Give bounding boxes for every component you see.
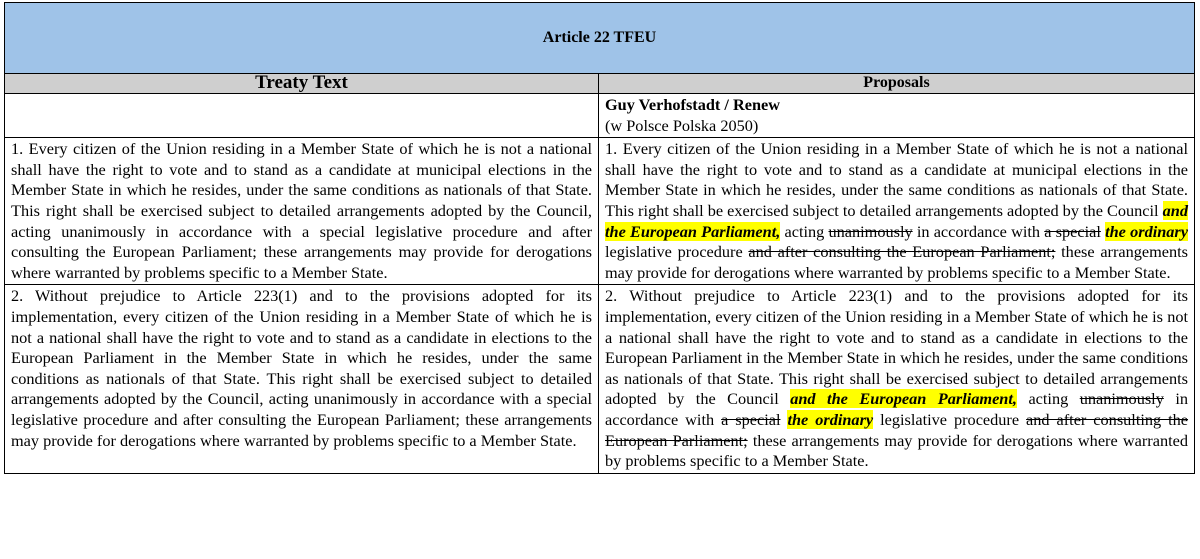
proposer-name: Guy Verhofstadt / Renew: [605, 95, 781, 114]
text: acting: [780, 221, 829, 241]
text: 1. Every citizen of the Union residing in a Member State of which he is not a national shall have the right to vote and to stand as a candidate at municipal elections in the Member State in which he resides, under the same conditions as nationals of that State. This right shall be exercised subject to detailed arrangements adopted by the Council: [605, 139, 1188, 220]
document-page: [4, 2, 1194, 474]
deleted-text: unanimously: [1079, 389, 1164, 409]
table-title: Article 22 TFEU: [5, 3, 1195, 74]
empty-cell: [5, 94, 599, 138]
deleted-text: unanimously: [828, 221, 913, 241]
text: in accordance with: [912, 221, 1045, 241]
text: acting: [1016, 389, 1080, 409]
deleted-text: and after consulting the European Parliament;: [748, 242, 1056, 262]
proposer-cell: [599, 94, 1195, 138]
deleted-text: and after consulting the European Parliament;: [605, 409, 1189, 450]
inserted-text: and the European Parliament,: [605, 200, 1188, 241]
proposer-note: (w Polsce Polska 2050): [605, 115, 759, 135]
proposal-paragraph-2: [599, 285, 1195, 473]
column-header-proposals: Proposals: [599, 74, 1195, 94]
text: legislative procedure: [873, 409, 1027, 429]
treaty-paragraph-2: 2. Without prejudice to Article 223(1) and to the provisions adopted for its implementation, every citizen of the Union residing in a Member State of which he is not a national shall have the right to vote and to stand as a candidate in elections to the European Parliament in the Member State in which he resides, under the same conditions as nationals of that State. This right shall be exercised subject to detailed arrangements adopted by the Council, acting unanimously in accordance with a special legislative procedure and after consulting the European Parliament; these arrangements may provide for derogations where warranted by problems specific to a Member State.: [5, 285, 599, 473]
deleted-text: a special: [1044, 221, 1101, 241]
deleted-text: a special: [721, 409, 781, 429]
inserted-text: and the European Parliament,: [790, 389, 1017, 409]
comparison-table: [4, 2, 1195, 474]
table-row: [5, 138, 1195, 285]
treaty-paragraph-1: 1. Every citizen of the Union residing in a Member State of which he is not a national shall have the right to vote and to stand as a candidate at municipal elections in the Member State in which he resides, under the same conditions as nationals of that State. This right shall be exercised subject to detailed arrangements adopted by the Council, acting unanimously in accordance with a special legislative procedure and after consulting the European Parliament; these arrangements may provide for derogations where warranted by problems specific to a Member State.: [5, 138, 599, 285]
text: in accordance with: [605, 389, 1188, 429]
table-row: [5, 285, 1195, 473]
inserted-text: the ordinary: [787, 409, 874, 429]
text: these arrangements may provide for derogations where warranted by problems specific to a Member State.: [605, 242, 1189, 282]
text: legislative procedure: [605, 242, 749, 262]
column-header-treaty-text: Treaty Text: [5, 74, 599, 94]
text: these arrangements may provide for derogations where warranted by problems specific to a Member State.: [605, 430, 1188, 471]
proposal-paragraph-1: [599, 138, 1195, 285]
inserted-text: the ordinary: [1105, 221, 1188, 241]
text: 2. Without prejudice to Article 223(1) and to the provisions adopted for its implementation, every citizen of the Union residing in a Member State of which he is not a national shall have the right to vote and to stand as a candidate in elections to the European Parliament in the Member State in which he resides, under the same conditions as nationals of that State. This right shall be exercised subject to detailed arrangements adopted by the Council: [605, 286, 1188, 409]
